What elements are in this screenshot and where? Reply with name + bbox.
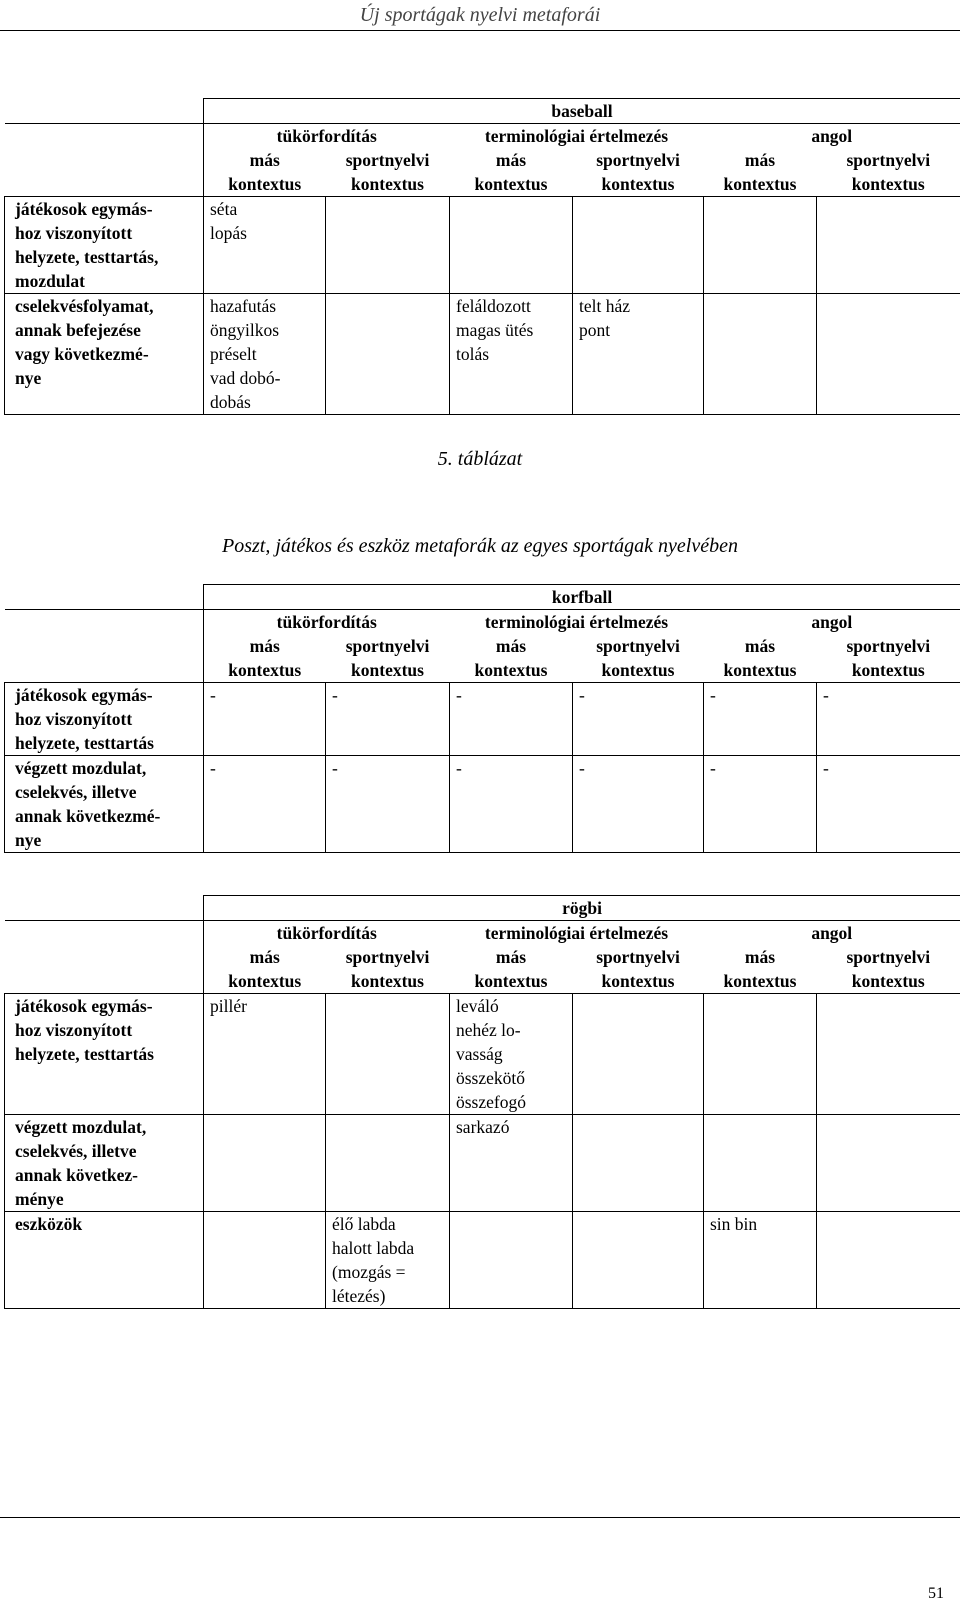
table-cell — [817, 1115, 960, 1212]
column-header: sportnyelvi kontextus — [326, 148, 450, 197]
table-cell — [573, 1115, 704, 1212]
baseball-table — [4, 98, 960, 415]
table-cell: - — [326, 756, 450, 853]
table-cell: - — [704, 756, 817, 853]
table-cell — [573, 197, 704, 294]
table-row — [5, 294, 960, 415]
table-row — [5, 756, 960, 853]
table-number: 5. táblázat — [0, 448, 960, 471]
table-cell: telt ház pont — [573, 294, 704, 415]
column-header: más kontextus — [204, 945, 326, 994]
row-category: végzett mozdulat, cselekvés, illetve annak következ- ménye — [5, 1115, 204, 1212]
table-cell: - — [704, 683, 817, 756]
column-header: sportnyelvi kontextus — [573, 945, 704, 994]
column-header: sportnyelvi kontextus — [817, 634, 960, 683]
group-header: angol — [704, 921, 960, 946]
column-header: sportnyelvi kontextus — [326, 945, 450, 994]
row-category: végzett mozdulat, cselekvés, illetve annak következmé- nye — [5, 756, 204, 853]
footer-rule — [0, 1517, 960, 1518]
table-cell — [704, 1115, 817, 1212]
table-cell — [704, 197, 817, 294]
column-header: más kontextus — [450, 148, 573, 197]
korfball-table — [4, 584, 960, 853]
table-title: Poszt, játékos és eszköz metaforák az egyes sportágak nyelvében — [0, 535, 960, 558]
table-cell — [817, 197, 960, 294]
table-cell: séta lopás — [204, 197, 326, 294]
page-number: 51 — [928, 1585, 944, 1603]
table-cell — [817, 994, 960, 1115]
sport-title: rögbi — [204, 896, 960, 921]
running-head: Új sportágak nyelvi metaforái — [0, 4, 960, 27]
row-category: játékosok egymás- hoz viszonyított helyzete, testtartás — [5, 994, 204, 1115]
table-cell: sin bin — [704, 1212, 817, 1309]
subheader-row — [5, 945, 960, 994]
table-cell: - — [573, 756, 704, 853]
table-cell: sarkazó — [450, 1115, 573, 1212]
table-cell: hazafutás öngyilkos préselt vad dobó- dobás — [204, 294, 326, 415]
column-header: más kontextus — [204, 634, 326, 683]
column-header: sportnyelvi kontextus — [573, 148, 704, 197]
table-cell: pillér — [204, 994, 326, 1115]
table-row — [5, 1115, 960, 1212]
table-cell — [450, 197, 573, 294]
group-header: angol — [704, 610, 960, 635]
header-rule — [0, 30, 960, 31]
group-header: tükörfordítás — [204, 921, 450, 946]
table-cell: - — [450, 683, 573, 756]
table-cell — [704, 994, 817, 1115]
table-cell: - — [326, 683, 450, 756]
column-header: sportnyelvi kontextus — [573, 634, 704, 683]
table-row — [5, 1212, 960, 1309]
rugby-table — [4, 895, 960, 1309]
table-cell — [573, 994, 704, 1115]
sport-title: korfball — [204, 585, 960, 610]
group-header: terminológiai értelmezés — [450, 921, 704, 946]
row-category: játékosok egymás- hoz viszonyított helyzete, testtartás — [5, 683, 204, 756]
group-header: tükörfordítás — [204, 124, 450, 149]
table-cell: - — [204, 756, 326, 853]
table-cell: feláldozott magas ütés tolás — [450, 294, 573, 415]
table-cell — [326, 294, 450, 415]
table-cell: - — [817, 756, 960, 853]
table-cell — [326, 994, 450, 1115]
column-header: sportnyelvi kontextus — [326, 634, 450, 683]
table-row — [5, 683, 960, 756]
subheader-row — [5, 634, 960, 683]
table-cell — [817, 294, 960, 415]
table-cell — [204, 1212, 326, 1309]
table-cell — [817, 1212, 960, 1309]
table-cell: leváló nehéz lo- vasság összekötő összefogó — [450, 994, 573, 1115]
group-header: tükörfordítás — [204, 610, 450, 635]
subheader-row — [5, 148, 960, 197]
row-category: játékosok egymás- hoz viszonyított helyzete, testtartás, mozdulat — [5, 197, 204, 294]
group-header: terminológiai értelmezés — [450, 610, 704, 635]
table-cell — [704, 294, 817, 415]
table-cell: - — [573, 683, 704, 756]
column-header: más kontextus — [450, 634, 573, 683]
table-cell — [326, 197, 450, 294]
table-cell: - — [817, 683, 960, 756]
table-cell — [450, 1212, 573, 1309]
column-header: más kontextus — [704, 945, 817, 994]
table-cell: - — [450, 756, 573, 853]
column-header: más kontextus — [450, 945, 573, 994]
column-header: más kontextus — [704, 634, 817, 683]
sport-title: baseball — [204, 99, 960, 124]
table-cell — [326, 1115, 450, 1212]
table-cell — [573, 1212, 704, 1309]
column-header: más kontextus — [704, 148, 817, 197]
row-category: cselekvésfolyamat, annak befejezése vagy következmé- nye — [5, 294, 204, 415]
table-cell — [204, 1115, 326, 1212]
table-row — [5, 994, 960, 1115]
group-header: angol — [704, 124, 960, 149]
column-header: sportnyelvi kontextus — [817, 148, 960, 197]
column-header: más kontextus — [204, 148, 326, 197]
column-header: sportnyelvi kontextus — [817, 945, 960, 994]
table-cell: - — [204, 683, 326, 756]
table-row — [5, 197, 960, 294]
group-header: terminológiai értelmezés — [450, 124, 704, 149]
row-category: eszközök — [5, 1212, 204, 1309]
table-cell: élő labda halott labda (mozgás = létezés) — [326, 1212, 450, 1309]
